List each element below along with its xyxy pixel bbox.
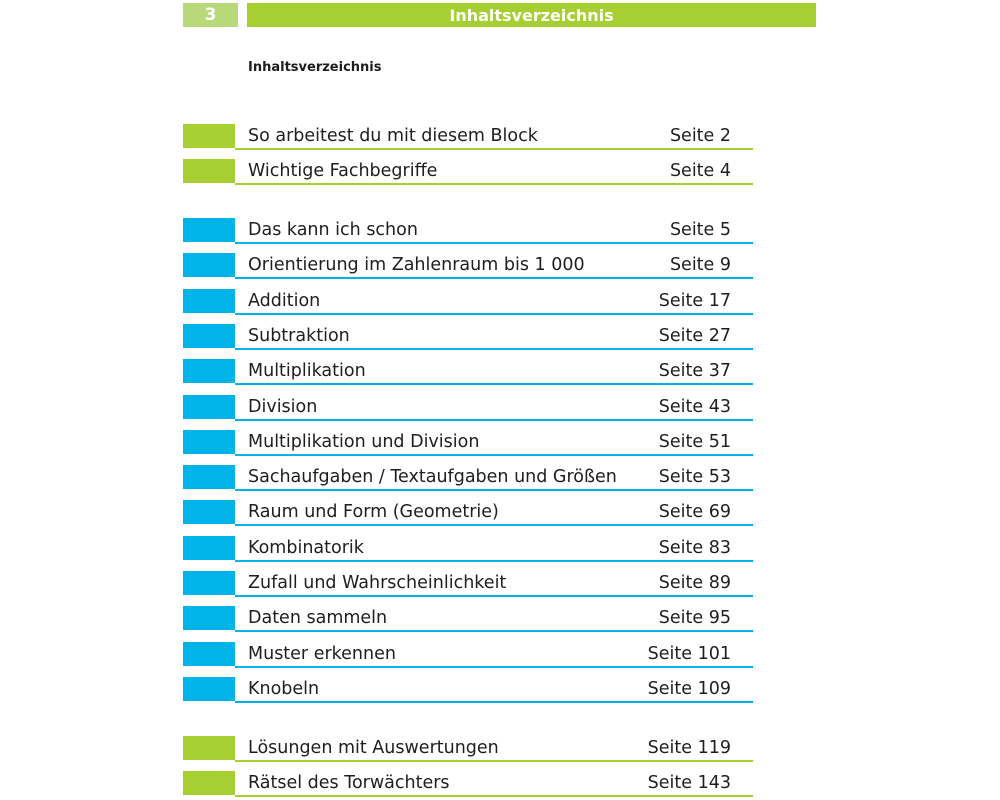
toc-entry-label: Zufall und Wahrscheinlichkeit xyxy=(248,573,507,593)
toc-entry-label: Addition xyxy=(248,290,321,311)
toc-entry-underline xyxy=(235,383,753,385)
toc-entry-underline xyxy=(235,560,753,562)
toc-entry-underline xyxy=(235,148,753,150)
toc-entry[interactable] xyxy=(183,765,753,799)
toc-entry[interactable] xyxy=(183,671,753,705)
toc-entry-marker xyxy=(183,677,235,701)
toc-entry-page: Seite 37 xyxy=(658,361,731,382)
header-title: Inhaltsverzeichnis xyxy=(247,3,816,27)
toc-entry-page: Seite 2 xyxy=(669,126,731,146)
toc-heading: Inhaltsverzeichnis xyxy=(248,60,382,75)
toc-entry[interactable] xyxy=(183,247,753,281)
toc-entry[interactable] xyxy=(183,730,753,764)
toc-entry[interactable] xyxy=(183,283,753,317)
toc-entry-label: Knobeln xyxy=(248,678,320,699)
toc-entry-label: Raum und Form (Geometrie) xyxy=(248,502,499,523)
toc-entry-underline xyxy=(235,489,753,491)
toc-entry-underline xyxy=(235,419,753,421)
toc-entry-page: Seite 5 xyxy=(669,220,731,240)
toc-entry-page: Seite 101 xyxy=(647,643,731,664)
toc-entry-marker xyxy=(183,430,235,454)
toc-entry[interactable] xyxy=(183,212,753,246)
toc-entry-marker xyxy=(183,324,235,348)
toc-entry-marker xyxy=(183,159,235,183)
toc-entry[interactable] xyxy=(183,353,753,387)
toc-entry-page: Seite 17 xyxy=(658,290,731,311)
toc-entry-underline xyxy=(235,524,753,526)
toc-entry[interactable] xyxy=(183,153,753,187)
toc-entry-marker xyxy=(183,736,235,760)
toc-entry-label: So arbeitest du mit diesem Block xyxy=(248,126,538,146)
toc-entry-label: Sachaufgaben / Textaufgaben und Größen xyxy=(248,467,617,488)
toc-entry-marker xyxy=(183,359,235,383)
toc-entry-underline xyxy=(235,666,753,668)
toc-entry-page: Seite 27 xyxy=(658,325,731,346)
toc-entry-label: Orientierung im Zahlenraum bis 1 000 xyxy=(248,255,585,276)
toc-entry-underline xyxy=(235,760,753,762)
toc-entry-label: Wichtige Fachbegriffe xyxy=(248,161,438,182)
toc-entry-page: Seite 95 xyxy=(658,608,731,629)
toc-entry-page: Seite 143 xyxy=(647,773,731,794)
toc-entry[interactable] xyxy=(183,565,753,599)
toc-entry-page: Seite 119 xyxy=(647,738,731,758)
toc-entry-page: Seite 69 xyxy=(658,502,731,523)
toc-entry-marker xyxy=(183,771,235,795)
toc-entry-label: Rätsel des Torwächters xyxy=(248,773,450,794)
toc-entry-marker xyxy=(183,536,235,560)
toc-entry[interactable] xyxy=(183,600,753,634)
toc-entry[interactable] xyxy=(183,494,753,528)
toc-entry-marker xyxy=(183,253,235,277)
toc-entry-label: Multiplikation xyxy=(248,361,366,382)
toc-entry-underline xyxy=(235,795,753,797)
toc-entry-marker xyxy=(183,642,235,666)
toc-entry[interactable] xyxy=(183,118,753,152)
toc-entry-marker xyxy=(183,218,235,242)
toc-entry-page: Seite 51 xyxy=(658,431,731,452)
toc-entry-label: Lösungen mit Auswertungen xyxy=(248,738,499,758)
toc-entry-page: Seite 83 xyxy=(658,537,731,558)
toc-entry-label: Subtraktion xyxy=(248,325,350,346)
toc-entry-underline xyxy=(235,313,753,315)
toc-entry-underline xyxy=(235,183,753,185)
toc-entry-marker xyxy=(183,289,235,313)
toc-entry-underline xyxy=(235,630,753,632)
toc-entry-page: Seite 9 xyxy=(669,255,731,276)
toc-entry-underline xyxy=(235,595,753,597)
toc-entry-underline xyxy=(235,701,753,703)
toc-entry[interactable] xyxy=(183,318,753,352)
toc-entry-underline xyxy=(235,454,753,456)
toc-entry[interactable] xyxy=(183,389,753,423)
toc-entry-label: Das kann ich schon xyxy=(248,220,418,240)
toc-entry-marker xyxy=(183,500,235,524)
toc-entry-underline xyxy=(235,348,753,350)
toc-entry-label: Muster erkennen xyxy=(248,643,396,664)
toc-entry-underline xyxy=(235,277,753,279)
toc-entry[interactable] xyxy=(183,530,753,564)
toc-entry-label: Multiplikation und Division xyxy=(248,431,480,452)
toc-entry-label: Division xyxy=(248,396,318,417)
toc-entry[interactable] xyxy=(183,459,753,493)
toc-entry-page: Seite 109 xyxy=(647,678,731,699)
toc-entry-page: Seite 43 xyxy=(658,396,731,417)
toc-entry[interactable] xyxy=(183,424,753,458)
toc-entry-page: Seite 53 xyxy=(658,467,731,488)
toc-entry-underline xyxy=(235,242,753,244)
toc-entry-marker xyxy=(183,571,235,595)
toc-entry-page: Seite 4 xyxy=(669,161,731,182)
page-number: 3 xyxy=(183,3,238,27)
toc-entry-marker xyxy=(183,395,235,419)
toc-entry-marker xyxy=(183,606,235,630)
toc-entry-page: Seite 89 xyxy=(658,573,731,593)
toc-entry-label: Kombinatorik xyxy=(248,537,364,558)
toc-entry-marker xyxy=(183,465,235,489)
toc-entry-label: Daten sammeln xyxy=(248,608,388,629)
toc-entry[interactable] xyxy=(183,636,753,670)
toc-entry-marker xyxy=(183,124,235,148)
